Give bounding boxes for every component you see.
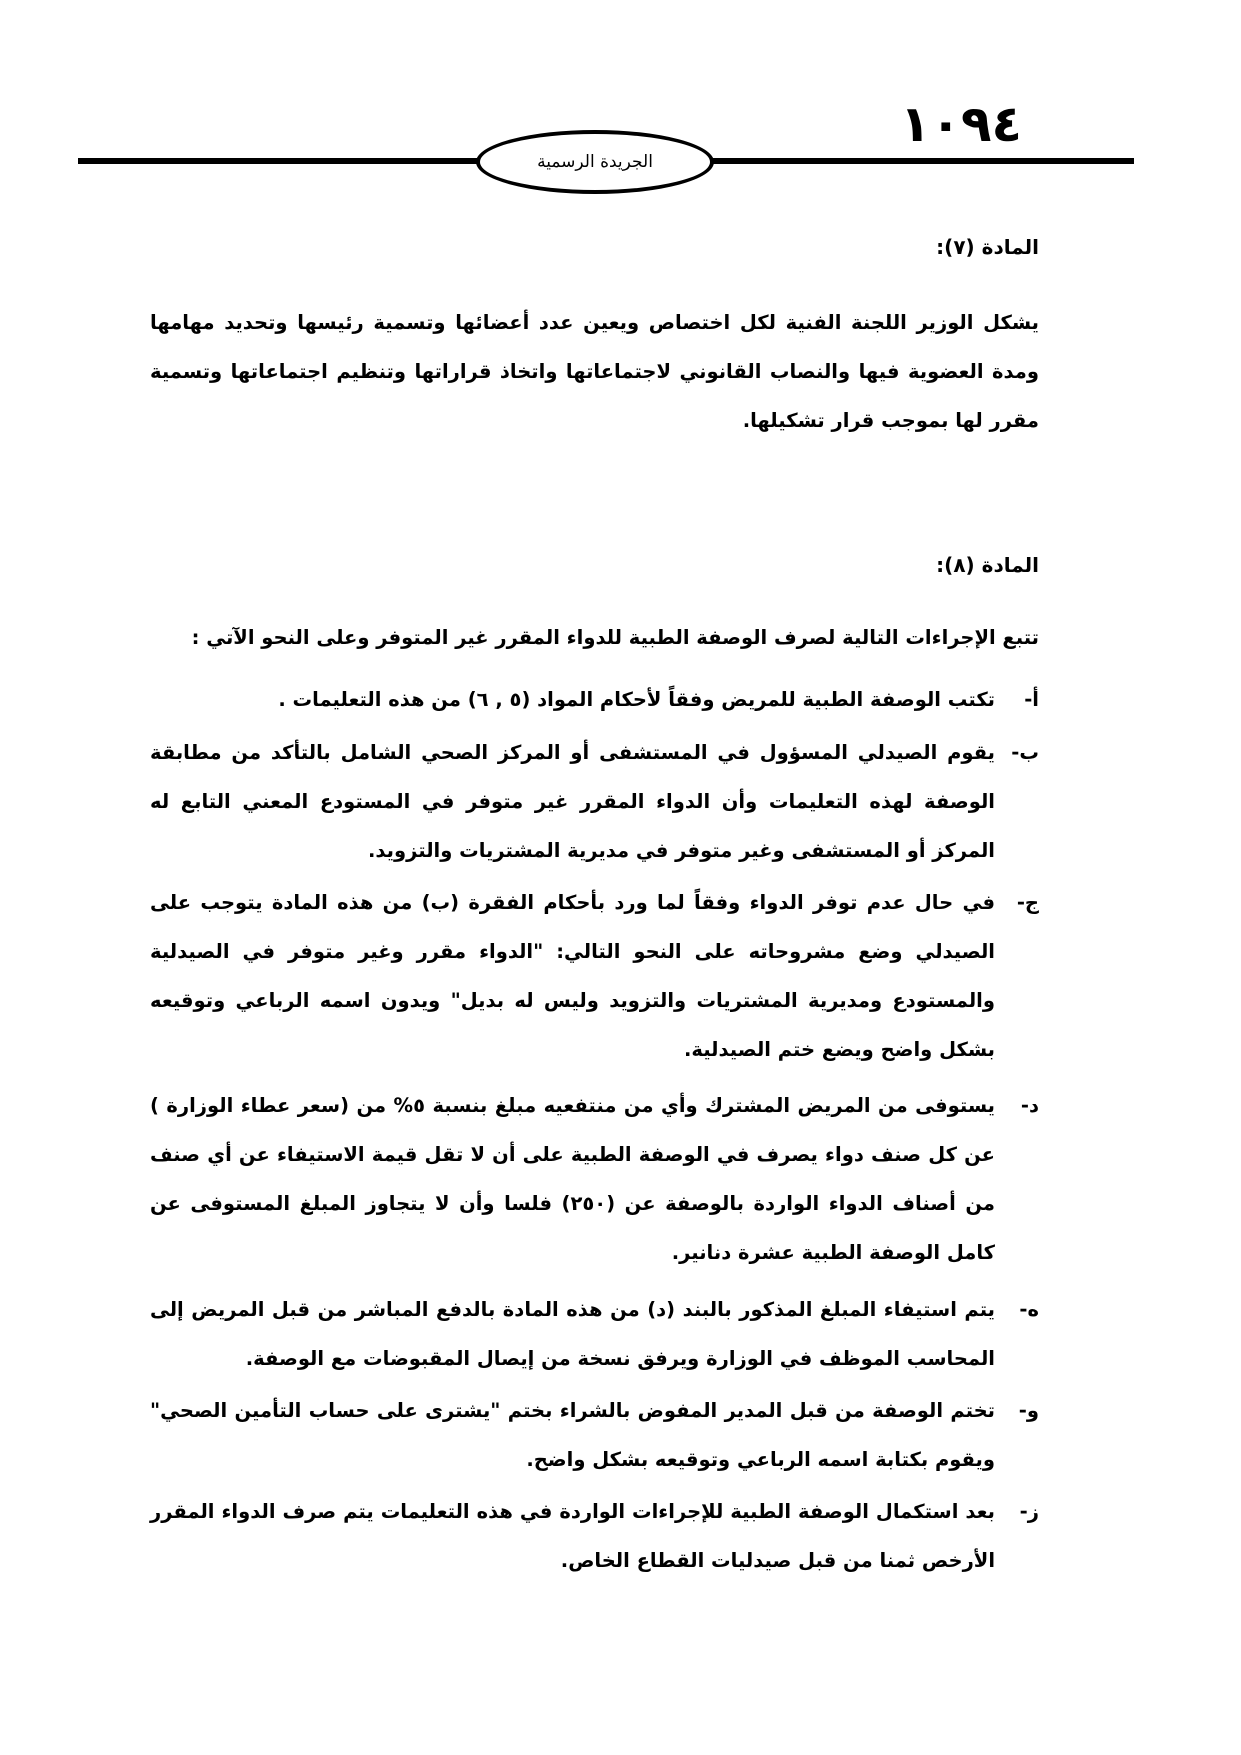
article-7-text: يشكل الوزير اللجنة الفنية لكل اختصاص ويعين عدد أعضائها وتسمية رئيسها وتحديد مهامها ومدة العضوية فيها والنصاب القانوني لاجتماعاتها واتخاذ قراراتها وتنظيم اجتماعاتها وتسمية مقرر لها بموجب قرار تشكيلها.: [150, 311, 1039, 432]
list-item-jim: [150, 878, 1039, 1074]
list-item-text: يتم استيفاء المبلغ المذكور بالبند (د) من هذه المادة بالدفع المباشر من قبل المريض إلى المحاسب الموظف في الوزارة ويرفق نسخة من إيصال المقبوضات مع الوصفة.: [150, 1298, 995, 1370]
list-item-letter: ز-: [1019, 1500, 1039, 1523]
list-item-zay: [150, 1487, 1039, 1585]
list-item-text: تختم الوصفة من قبل المدير المفوض بالشراء بختم "يشترى على حساب التأمين الصحي" ويقوم بكتابة اسمه الرباعي وتوقيعه بشكل واضح.: [150, 1399, 995, 1471]
list-item-letter: أ-: [1024, 688, 1039, 711]
article-7-title: المادة (٧):: [936, 235, 1039, 259]
article-8-title: المادة (٨):: [936, 553, 1039, 577]
list-item-letter: ج-: [1016, 891, 1039, 914]
list-item-letter: ه-: [1019, 1298, 1039, 1321]
gazette-name: الجريدة الرسمية: [537, 152, 653, 172]
list-item-text: يقوم الصيدلي المسؤول في المستشفى أو المركز الصحي الشامل بالتأكد من مطابقة الوصفة لهذه التعليمات وأن الدواء المقرر غير متوفر في المستودع المعني التابع له المركز أو المستشفى وغير متوفر في مديرية المشتريات والتزويد.: [150, 741, 995, 862]
gazette-oval: [476, 130, 714, 194]
list-item-text: يستوفى من المريض المشترك وأي من منتفعيه مبلغ بنسبة ٥% من (سعر عطاء الوزارة ) عن كل صنف دواء يصرف في الوصفة الطبية على أن لا تقل قيمة الاستيفاء عن أي صنف من أصناف الدواء الواردة بالوصفة عن (٢٥٠) فلسا وأن لا يتجاوز المبلغ المستوفى عن كامل الوصفة الطبية عشرة دنانير.: [150, 1094, 996, 1264]
list-item-text: تكتب الوصفة الطبية للمريض وفقاً لأحكام المواد (٥ , ٦) من هذه التعليمات .: [278, 688, 995, 711]
list-item-text: في حال عدم توفر الدواء وفقاً لما ورد بأحكام الفقرة (ب) من هذه المادة يتوجب على الصيدلي وضع مشروحاته على النحو التالي: "الدواء مقرر وغير متوفر في الصيدلية والمستودع ومديرية المشتريات والتزويد وليس له بديل" ويدون اسمه الرباعي وتوقيعه بشكل واضح ويضع ختم الصيدلية.: [150, 891, 995, 1061]
list-item-letter: د-: [1020, 1094, 1039, 1117]
list-item-ha: [150, 1285, 1039, 1383]
article-8-intro: تتبع الإجراءات التالية لصرف الوصفة الطبية للدواء المقرر غير المتوفر وعلى النحو الآتي :: [191, 626, 1039, 649]
page-number: ١٠٩٤: [900, 95, 1023, 153]
list-item-ba: [150, 728, 1039, 875]
list-item-waw: [150, 1386, 1039, 1484]
list-item-alif: [150, 675, 1039, 724]
list-item-dal: [150, 1081, 1039, 1277]
list-item-text: بعد استكمال الوصفة الطبية للإجراءات الواردة في هذه التعليمات يتم صرف الدواء المقرر الأرخص ثمنا من قبل صيدليات القطاع الخاص.: [150, 1500, 995, 1572]
list-item-letter: و-: [1018, 1399, 1039, 1422]
list-item-letter: ب-: [1011, 741, 1039, 764]
